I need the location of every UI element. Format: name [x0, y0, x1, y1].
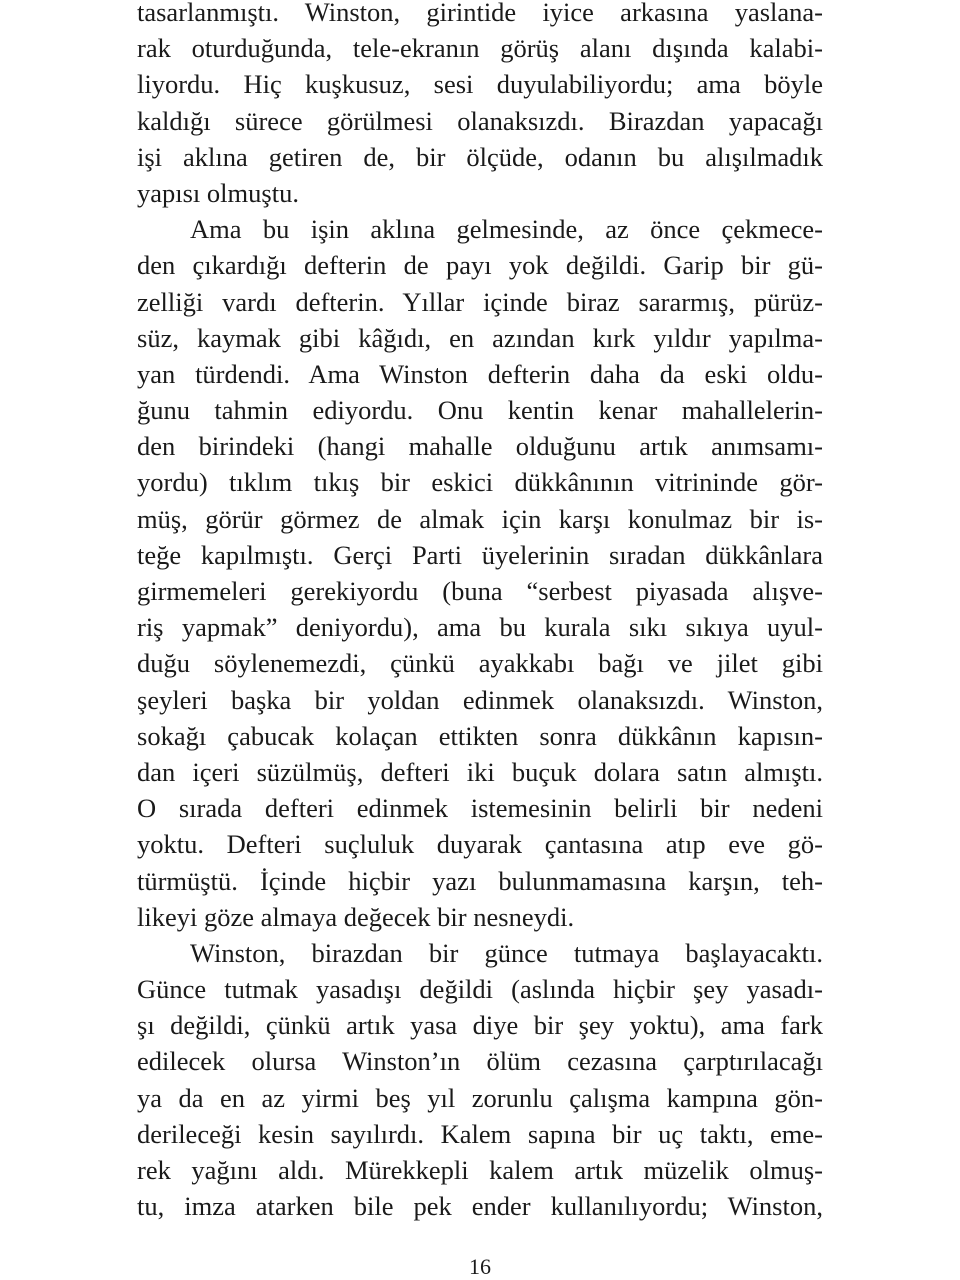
text-line: türmüştü. İçinde hiçbir yazı bulunmamasına karşın, teh- [137, 865, 823, 896]
text-line: den birindeki (hangi mahalle olduğunu artık anımsamı- [137, 431, 823, 462]
text-line: yan türdendi. Ama Winston defterin daha da eski oldu- [137, 358, 823, 389]
text-line: yoktu. Defteri suçluluk duyarak çantasına atıp eve gö- [137, 829, 823, 860]
text-line: dan içeri süzülmüş, defteri iki buçuk dolara satın almıştı. [137, 756, 823, 787]
text-line: derileceği kesin sayılırdı. Kalem sapına bir uç taktı, eme- [137, 1118, 823, 1149]
text-line: rak oturduğunda, tele-ekranın görüş alanı dışında kalabi- [137, 33, 823, 64]
text-line: rek yağını aldı. Mürekkepli kalem artık müzelik olmuş- [137, 1155, 823, 1185]
text-line: den çıkardığı defterin de payı yok değildi. Garip bir gü- [137, 250, 823, 281]
paragraph [137, 0, 823, 211]
text-line: tu, imza atarken bile pek ender kullanılıyordu; Winston, [137, 1191, 823, 1222]
text-line: Günce tutmak yasadışı değildi (aslında hiçbir şey yasadı- [137, 974, 823, 1005]
paragraph [137, 935, 823, 1225]
page-number: 16 [469, 1254, 491, 1279]
text-line: liyordu. Hiç kuşkusuz, sesi duyulabiliyordu; ama böyle [137, 69, 823, 100]
text-line: Ama bu işin aklına gelmesinde, az önce çekmece- [190, 214, 823, 245]
text-line: zelliği vardı defterin. Yıllar içinde biraz sararmış, pürüz- [137, 286, 823, 317]
text-line: yordu) tıklım tıkış bir eskici dükkânının vitrininde gör- [137, 467, 823, 498]
text-line: süz, kaymak gibi kâğıdı, en azından kırk yıldır yapılma- [137, 322, 823, 353]
text-line: edilecek olursa Winston’ın ölüm cezasına çarptırılacağı [137, 1046, 823, 1077]
body-text [137, 0, 823, 1224]
text-line: ğunu tahmin ediyordu. Onu kentin kenar mahallelerin- [137, 395, 823, 426]
text-line: Winston, birazdan bir günce tutmaya başlayacaktı. [190, 937, 823, 968]
text-line: ya da en az yirmi beş yıl zorunlu çalışma kampına gön- [137, 1082, 823, 1113]
text-line: şı değildi, çünkü artık yasa diye bir şey yoktu), ama fark [137, 1010, 823, 1041]
text-line: sokağı çabucak kolaçan ettikten sonra dükkânın kapısın- [137, 720, 823, 751]
text-line: müş, görür görmez de almak için karşı konulmaz bir is- [137, 503, 823, 534]
text-line: teğe kapılmıştı. Gerçi Parti üyelerinin sıradan dükkânlara [137, 539, 823, 570]
text-line: işi aklına getiren de, bir ölçüde, odanın bu alışılmadık [137, 141, 823, 172]
text-line: kaldığı sürece görülmesi olanaksızdı. Birazdan yapacağı [137, 105, 823, 136]
text-line: girmemeleri gerekiyordu (buna “serbest piyasada alışve- [137, 576, 823, 606]
text-line: şeyleri başka bir yoldan edinmek olanaksızdı. Winston, [137, 684, 823, 715]
paragraph [137, 211, 823, 935]
text-line: likeyi göze almaya değecek bir nesneydi. [137, 901, 575, 932]
text-line: tasarlanmıştı. Winston, girintide iyice arkasına yaslana- [137, 0, 823, 27]
text-line: yapısı olmuştu. [137, 177, 299, 208]
text-line: riş yapmak” deniyordu), ama bu kurala sıkı sıkıya uyul- [137, 612, 823, 643]
text-line: duğu söylenemezdi, çünkü ayakkabı bağı ve jilet gibi [137, 648, 823, 679]
text-line: O sırada defteri edinmek istemesinin belirli bir nedeni [137, 793, 823, 824]
